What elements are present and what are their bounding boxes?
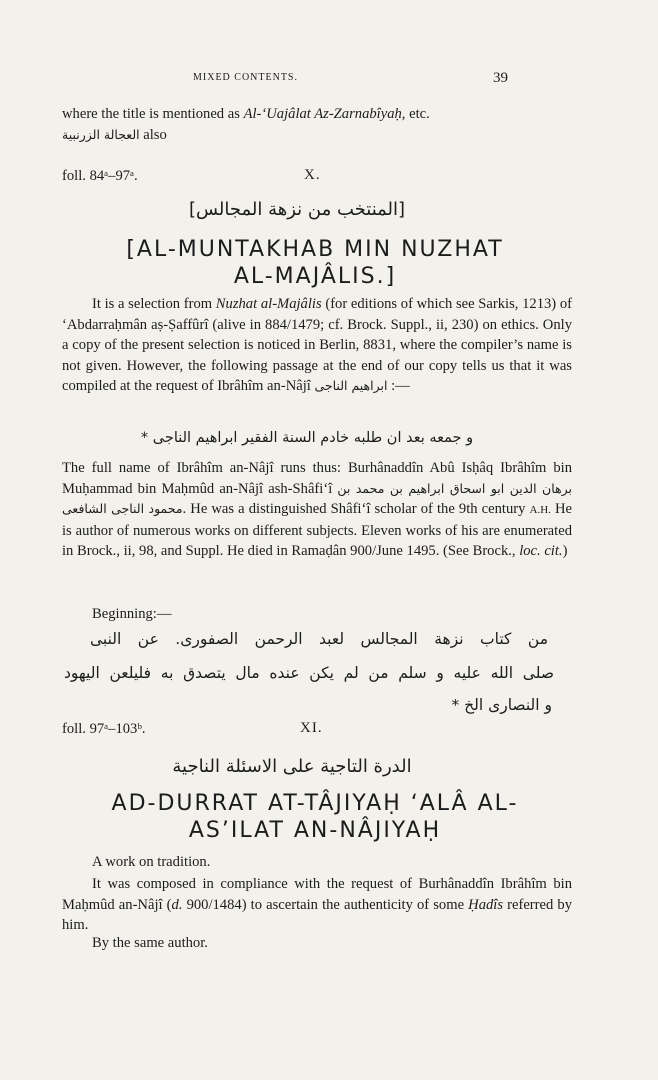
intro-line1-end: etc. [405,106,430,122]
inline-arabic-name: ابراهيم الناجى [314,378,388,393]
intro-line2-end: also [139,126,167,143]
section-x-paragraph-1: It is a selection from Nuzhat al-Majâlis (for editions of which see Sarkis, 1213) of ‘Abdarraḥmân aṣ-Ṣaffûrî (alive in 884/1479; cf. Brock. Suppl., ii, 230) on ethics. Only a copy of the present selection is noticed in Berlin, 8831, where the compiler’s name is not given. However, the following passage at the end of our copy tells us that it was compiled at the request of Ibrâhîm an-Nâjî ابراهيم الناجى :— [62,296,573,394]
page-number: 39 [493,70,508,86]
inline-arabic-fullname: برهان الدين ابو اسحاق ابراهيم بن محمد بن محمود الناجى الشافعى [62,480,572,516]
section-xi-number: XI. [300,720,323,736]
section-x-paragraph-2: The full name of Ibrâhîm an-Nâjî runs thus: Burhânaddîn Abû Isḥâq Ibrâhîm bin Muḥammad bin Maḥmûd an-Nâjî ash-Shâfi‘î برهان الدين ابو اسحاق ابراهيم بن محمد بن محمود الناجى الشافعى. He was a distinguished Shâfi‘î scholar of the 9th century A.H. He is author of numerous works on different subjects. Eleven works of his are enumerated in Brock., ii, 98, and Suppl. He died in Ramaḍân 900/June 1495. (See Brock., loc. cit.) [62,460,573,559]
intro-arabic-title: العجالة الزرنبية [62,126,140,142]
section-xi-title [50,790,580,844]
intro-italic-title: Al-‘Uajâlat Az-Zarnabîyaḥ, [243,106,406,122]
intro-paragraph [62,104,572,145]
loc-cit-italic: loc. cit. [519,543,563,559]
section-xi-title-line2: AS’ILAT AN-NÂJIYAḤ [188,818,442,843]
era-abbrev: A.H. [529,504,551,516]
running-title: MIXED CONTENTS. [193,72,298,83]
section-xi-title-line1: AD-DURRAT AT-TÂJIYAḤ ‘ALÂ AL- [111,791,519,816]
section-xi-folio: foll. 97ᵃ–103ᵇ. [62,721,146,737]
section-x-title-line2: AL-MAJÂLIS.] [233,264,397,289]
hadis-italic: Ḥadîs [468,896,504,913]
section-xi-arabic-title: الدرة التاجية على الاسئلة الناجية [172,756,412,777]
section-x-title-line1: [AL-MUNTAKHAB MIN NUZHAT [126,237,504,262]
beginning-arabic-line2: صلى الله عليه و سلم من لم يكن عنده مال يتصدق به فليلعن اليهود [64,664,554,682]
nuzhat-italic: Nuzhat al-Majâlis [215,296,322,312]
section-x-arabic-title: [المنتخب من نزهة المجالس] [188,199,406,220]
section-xi-paragraph: It was composed in compliance with the request of Burhânaddîn Ibrâhîm bin Maḥmûd an-Nâjî (d. 900/1484) to ascertain the authenticity of some Ḥadîs referred by him. [62,876,572,933]
beginning-arabic-line1: من كتاب نزهة المجالس لعبد الرحمن الصفورى. عن النبى [90,630,548,648]
section-x-number: X. [304,167,321,183]
beginning-label: Beginning:— [92,606,172,622]
section-x-title [50,236,580,290]
beginning-arabic-line3: و النصارى الخ * [451,696,552,714]
section-xi-line-c: By the same author. [92,935,208,951]
section-x-folio: foll. 84ᵃ–97ᵃ. [62,168,138,184]
section-x-quote-arabic: و جمعه بعد ان طلبه خادم السنة الفقير ابراهيم الناجى * [140,430,474,446]
intro-line1: where the title is mentioned as [62,106,244,122]
section-xi-line-a: A work on tradition. [92,854,211,870]
